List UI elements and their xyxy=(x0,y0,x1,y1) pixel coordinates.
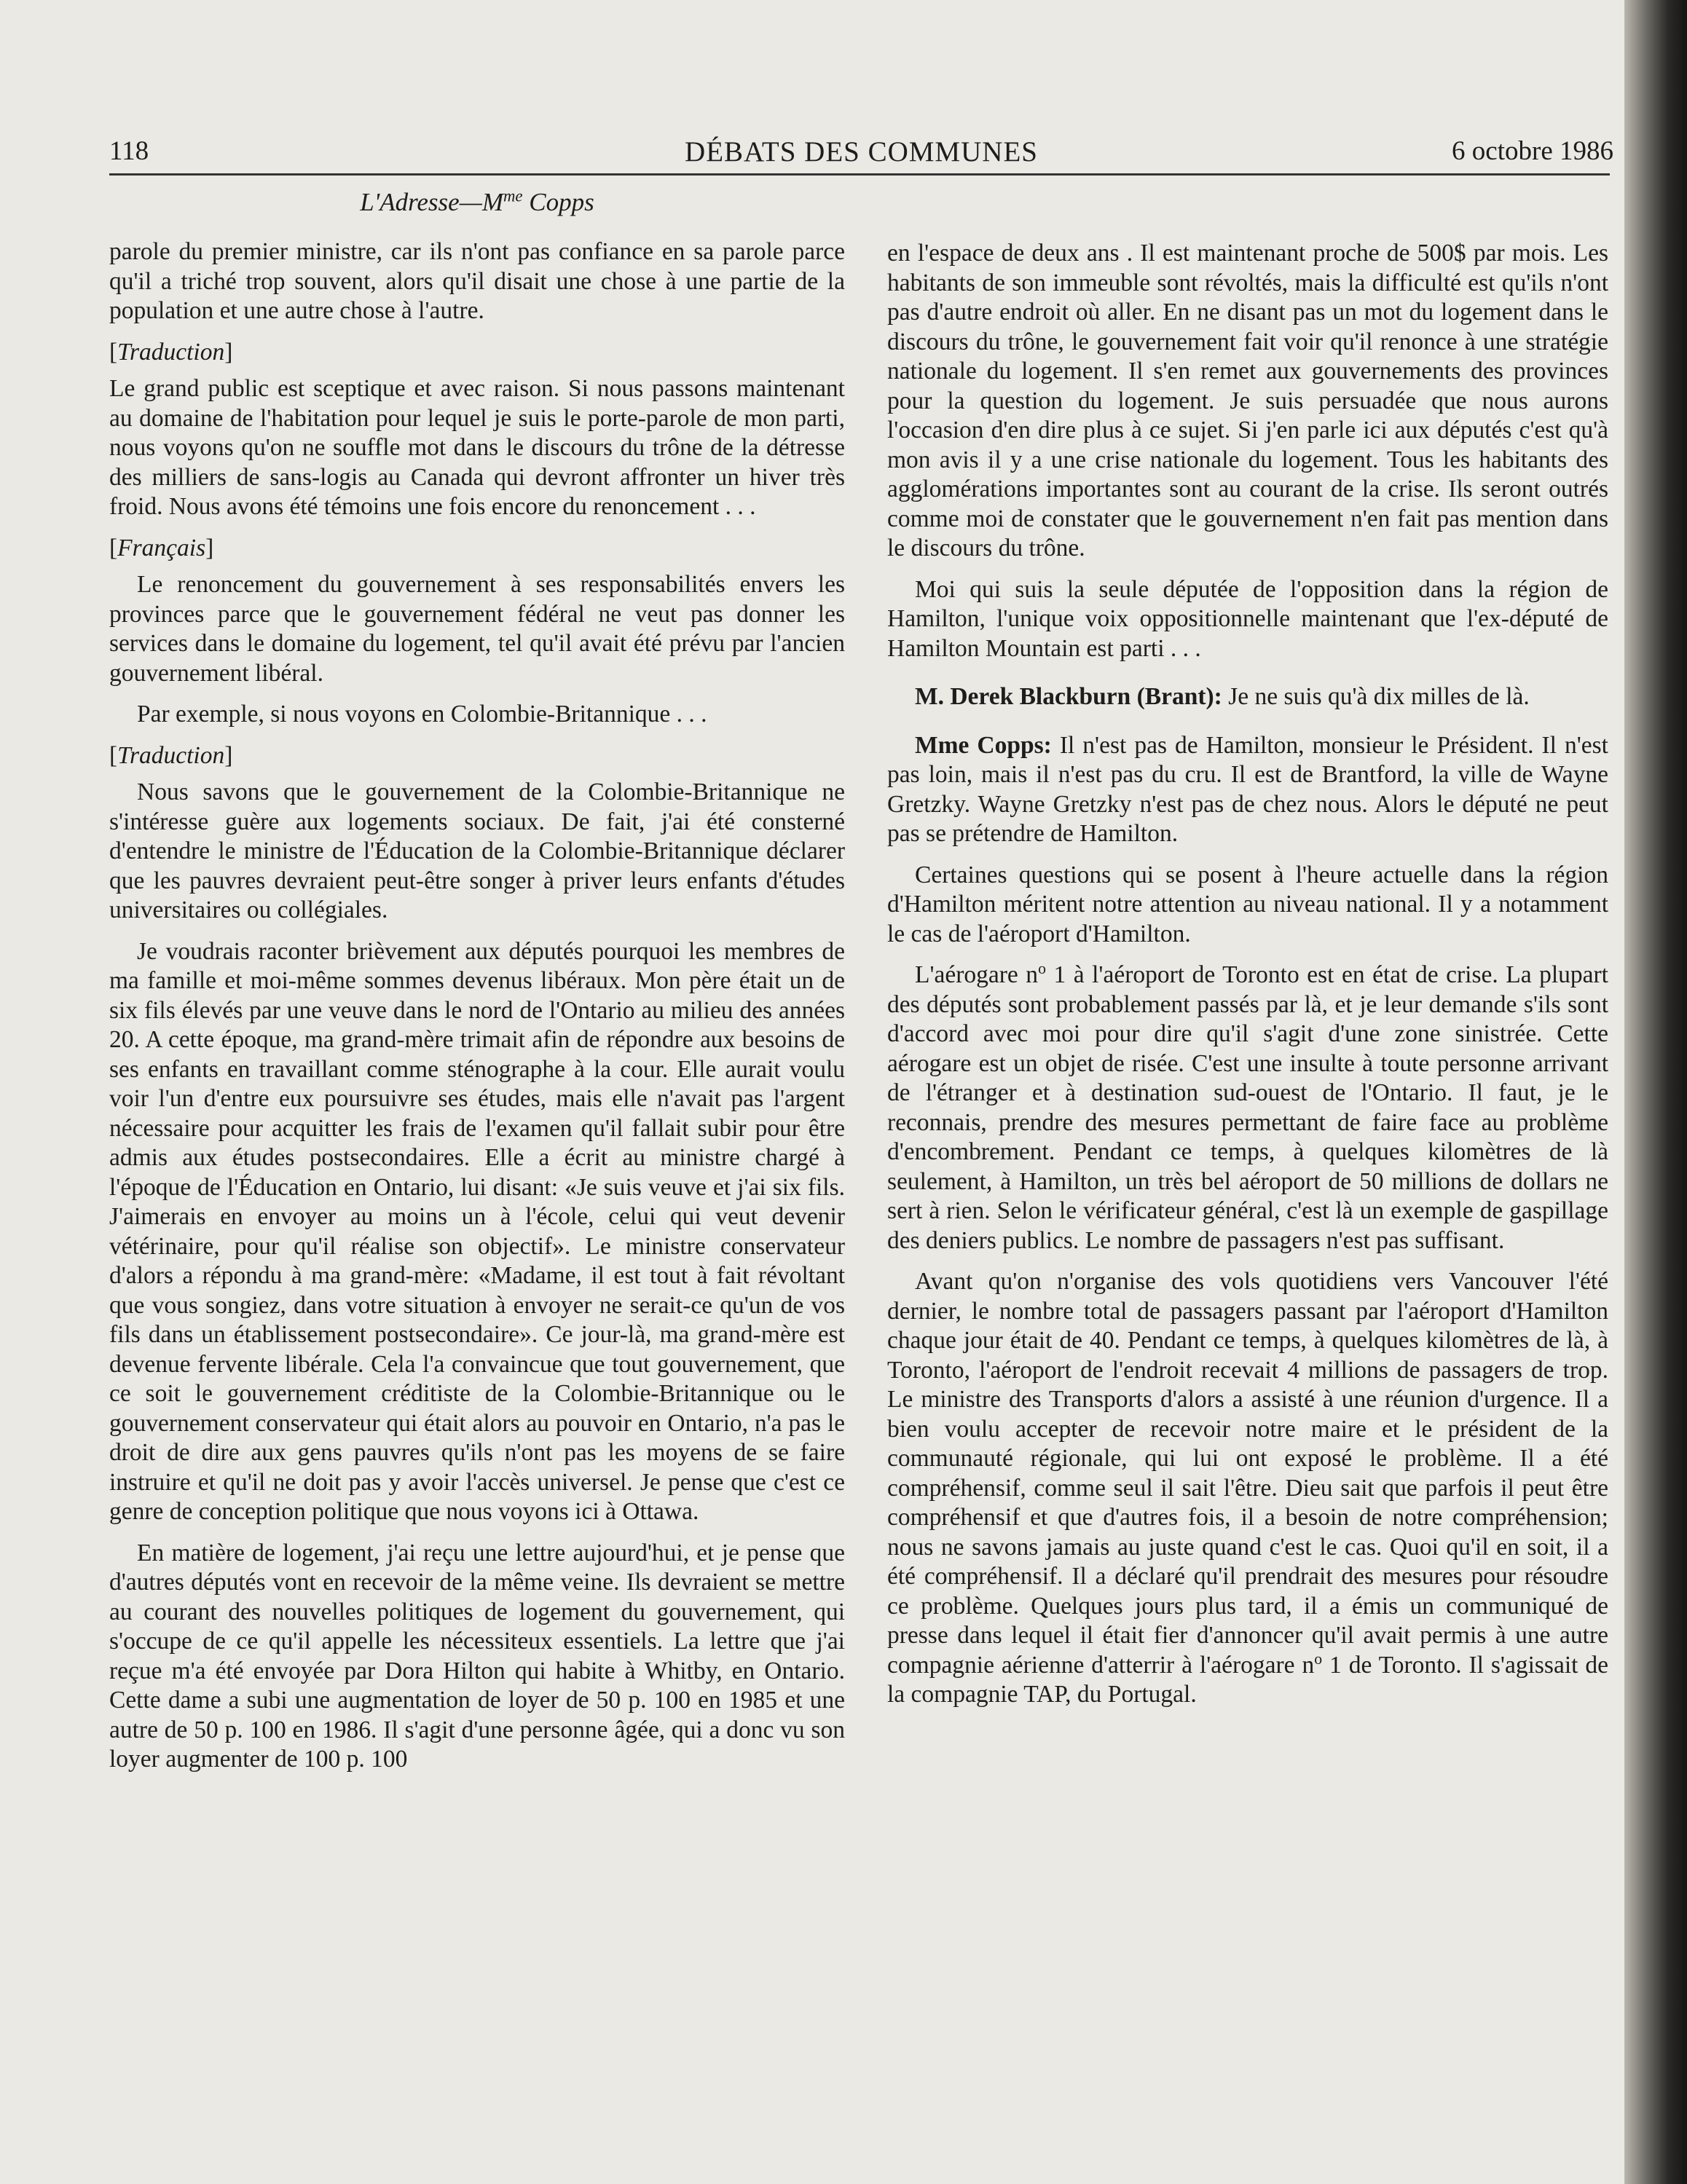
paragraph: L'aérogare $n^o$ 1 à l'aéroport de Toronto est en état de crise. La plupart des députés sont probablement passés par là, et je leur demande s'ils sont d'accord avec moi pour dire qu'il s'agit d'une zone sinistrée. Cette aérogare est un objet de risée. C'est une insulte à toute personne arrivant de l'étranger et à destination sud-ouest de l'Ontario. Il faut, je le reconnais, prendre des mesures permettant de faire face au problème d'encombrement. Pendant ce temps, à quelques kilomètres de là seulement, à Hamilton, un très bel aéroport de 50 millions de dollars ne sert à rien. Selon le vérificateur général, c'est là un exemple de gaspillage des deniers publics. Le nombre de passagers n'est pas suffisant. xyxy=(887,959,1608,1254)
paragraph: En matière de logement, j'ai reçu une lettre aujourd'hui, et je pense que d'autres députés vont en recevoir de la même veine. Ils devraient se mettre au courant des nouvelles politiques de logement du gouvernement, qui s'occupe de ce qu'il appelle les nécessiteux essentiels. La lettre que j'ai reçue m'a été envoyée par Dora Hilton qui habite à Whitby, en Ontario. Cette dame a subi une augmentation de loyer de 50 p. 100 en 1985 et une autre de 50 p. 100 en 1986. Il s'agit d'une personne âgée, qui a donc vu son loyer augmenter de 100 p. 100 xyxy=(109,1539,845,1773)
paragraph: Le renoncement du gouvernement à ses responsabilités envers les provinces parce que le gouvernement fédéral ne veut pas donner les services dans le domaine du logement, tel qu'il avait été prévu par l'ancien gouvernement libéral. xyxy=(109,571,845,687)
speaker-name: Mme Copps: xyxy=(915,731,1052,759)
left-column xyxy=(109,237,845,1786)
language-tag: [Français] xyxy=(109,534,214,561)
paragraph: Moi qui suis la seule députée de l'opposition dans la région de Hamilton, l'unique voix oppositionnelle maintenant que l'ex-député de Hamilton Mountain est parti . . . xyxy=(887,575,1608,662)
book-binding-edge xyxy=(1624,0,1687,2184)
issue-date: 6 octobre 1986 xyxy=(1452,136,1613,166)
publication-title: DÉBATS DES COMMUNES xyxy=(685,136,1038,167)
speaker-name: M. Derek Blackburn (Brant): xyxy=(915,683,1222,710)
section-subhead: $L'Adresse—M^{me}$ Copps xyxy=(360,186,594,216)
language-tag: [Traduction] xyxy=(109,741,233,769)
page-header xyxy=(109,135,1613,172)
paragraph: Je voudrais raconter brièvement aux députés pourquoi les membres de ma famille et moi-même sommes devenus libéraux. Mon père était un de six fils élevés par une veuve dans le nord de l'Ontario au milieu des années 20. A cette époque, ma grand-mère trimait afin de répondre aux besoins de ses enfants en travaillant comme sténographe à la cour. Elle aurait voulu voir l'un d'entre eux poursuivre ses études, mais elle n'avait pas l'argent nécessaire pour acquitter les frais de l'examen qu'il fallait subir pour être admis aux études postsecondaires. Elle a écrit au ministre chargé à l'époque de l'Éducation en Ontario, lui disant: «Je suis veuve et j'ai six fils. J'aimerais en envoyer au moins un à l'école, celui qui veut devenir vétérinaire, pour qu'il réalise son objectif». Le ministre conservateur d'alors a répondu à ma grand-mère: «Madame, il est tout à fait révoltant que vous songiez, dans votre situation à envoyer ne serait-ce qu'un de vos fils dans un établissement postsecondaire». Ce jour-là, ma grand-mère est devenue fervente libérale. Cela l'a convaincue que tout gouvernement, que ce soit le gouvernement créditiste de la Colombie-Britannique ou le gouvernement conservateur qui était alors au pouvoir en Ontario, n'a pas le droit de dire aux gens pauvres qu'ils n'ont pas les moyens de se faire instruire et qu'il ne doit pas y avoir l'accès universel. Je pense que c'est ce genre de conception politique que nous voyons ici à Ottawa. xyxy=(109,937,845,1525)
language-tag: [Traduction] xyxy=(109,338,233,366)
paragraph: Par exemple, si nous voyons en Colombie-Britannique . . . xyxy=(137,701,707,728)
header-rule xyxy=(109,173,1610,176)
paragraph: Certaines questions qui se posent à l'heure actuelle dans la région d'Hamilton méritent notre attention au niveau national. Il y a notamment le cas de l'aéroport d'Hamilton. xyxy=(887,861,1608,947)
paragraph: Le grand public est sceptique et avec raison. Si nous passons maintenant au domaine de l'habitation pour lequel je suis le porte-parole de mon parti, nous voyons qu'on ne souffle mot dans le discours du trône de la détresse des milliers de sans-logis au Canada qui devront affronter un hiver très froid. Nous avons été témoins une fois encore du renoncement . . . xyxy=(109,375,845,520)
page-number: 118 xyxy=(109,136,149,166)
right-column xyxy=(887,239,1608,1722)
paragraph: parole du premier ministre, car ils n'ont pas confiance en sa parole parce qu'il a triché trop souvent, alors qu'il disait une chose à une partie de la population et une autre chose à l'autre. xyxy=(109,238,845,324)
speaker-paragraph: M. Derek Blackburn (Brant): Je ne suis qu'à dix milles de là. xyxy=(915,683,1530,710)
paragraph: en l'espace de deux ans . Il est maintenant proche de 500$ par mois. Les habitants de son immeuble sont révoltés, mais la difficulté est qu'ils n'ont pas d'autre endroit où aller. En ne disant pas un mot du logement dans le discours du trône, le gouvernement fait voir qu'il renonce à une stratégie nationale du logement. Il s'en remet aux gouvernements des provinces pour la question du logement. Je suis persuadée que nous aurons l'occasion d'en dire plus à ce sujet. Si j'en parle ici aux députés c'est qu'à mon avis il y a une crise nationale du logement. Tous les habitants des agglomérations importantes sont au courant de la crise. Ils seront outrés comme moi de constater que le gouvernement n'en fait pas mention dans le discours du trône. xyxy=(887,240,1608,561)
speaker-paragraph: Mme Copps: Il n'est pas de Hamilton, monsieur le Président. Il n'est pas loin, mais il n'est pas du cru. Il est de Brantford, la ville de Wayne Gretzky. Wayne Gretzky n'est pas de chez nous. Alors le député ne peut pas se prétendre de Hamilton. xyxy=(887,731,1608,847)
paragraph: Avant qu'on n'organise des vols quotidiens vers Vancouver l'été dernier, le nombre total de passagers passant par l'aéroport d'Hamilton chaque jour était de 40. Pendant ce temps, à quelques kilomètres de là, à Toronto, l'aéroport de l'endroit recevait 4 millions de passagers de trop. Le ministre des Transports d'alors a assisté à une réunion d'urgence. Il a bien voulu accepter de recevoir notre maire et le président de la communauté régionale, qui lui ont exposé le problème. Il a été compréhensif, comme seul il sait l'être. Dieu sait que parfois il peut être compréhensif et que d'autres fois, il a besoin de notre compréhension; nous ne savons jamais au juste quand c'est le cas. Quoi qu'il en soit, il a été compréhensif. Il a déclaré qu'il prendrait des mesures pour résoudre ce problème. Quelques jours plus tard, il a émis un communiqué de presse dans lequel il était fier d'annoncer qu'il avait permis à une autre compagnie aérienne d'atterrir à l'aérogare $n^o$ 1 de Toronto. Il s'agissait de la compagnie TAP, du Portugal. xyxy=(887,1268,1608,1708)
paragraph: Nous savons que le gouvernement de la Colombie-Britannique ne s'intéresse guère aux logements sociaux. De fait, j'ai été consterné d'entendre le ministre de l'Éducation de la Colombie-Britannique déclarer que les pauvres devraient peut-être songer à priver leurs enfants d'études universitaires ou collégiales. xyxy=(109,778,845,923)
